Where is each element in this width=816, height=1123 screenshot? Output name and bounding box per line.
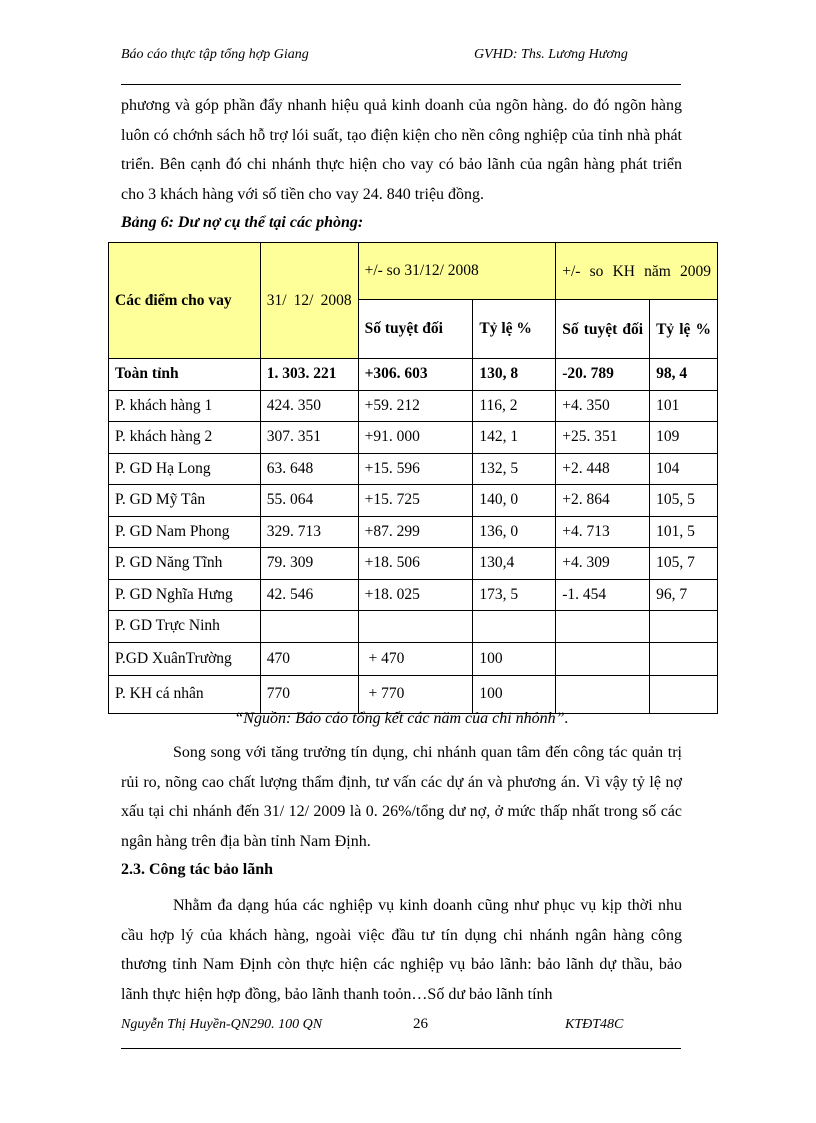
page-footer <box>121 1016 681 1056</box>
table-row <box>109 453 718 485</box>
header-left-text: Báo cáo thực tập tổng hợp Giang <box>121 47 309 62</box>
cell: 470 <box>260 642 358 675</box>
cell: 105, 5 <box>650 485 718 517</box>
footer-class-code: KTĐT48C <box>565 1017 624 1032</box>
cell: +87. 299 <box>358 516 473 548</box>
cell: +4. 350 <box>556 390 650 422</box>
cell: +4. 309 <box>556 548 650 580</box>
cell: 1. 303. 221 <box>260 359 358 391</box>
cell: 132, 5 <box>473 453 556 485</box>
cell: 329. 713 <box>260 516 358 548</box>
table-source-note: “Nguồn: Báo cáo tổng kết các năm của chi nhỏnh”. <box>234 710 569 727</box>
cell: +59. 212 <box>358 390 473 422</box>
header-right-text: GVHD: Ths. Lương Hương <box>474 47 628 62</box>
cell: P. GD Nam Phong <box>109 516 261 548</box>
cell: P. khách hàng 2 <box>109 422 261 454</box>
body-paragraph-3: Nhằm đa dạng húa các nghiệp vụ kinh doanh cũng như phục vụ kịp thời nhu cầu hợp lý của khách hàng, ngoài việc đầu tư tín dụng chi nhánh ngân hàng công thương tỉnh Nam Định còn thực hiện các nghiệp vụ bảo lãnh: bảo lãnh dự thầu, bảo lãnh thực hiện hợp đồng, bảo lãnh thanh toỏn…Số dư bảo lãnh tính <box>121 897 682 1003</box>
cell <box>473 611 556 643</box>
cell: P. GD Mỹ Tân <box>109 485 261 517</box>
cell: 130,4 <box>473 548 556 580</box>
cell: P. GD Nghĩa Hưng <box>109 579 261 611</box>
body-paragraph-1: phương và góp phần đẩy nhanh hiệu quả kinh doanh của ngõn hàng. do đó ngõn hàng luôn có chớnh sách hỗ trợ lói suất, tạo điện kiện cho nền công nghiệp của tỉnh nhà phát triển. Bên cạnh đó chi nhánh thực hiện cho vay có bảo lãnh của ngân hàng phát triển cho 3 khách hàng với số tiền cho vay 24. 840 triệu đồng. <box>121 97 682 203</box>
cell: 42. 546 <box>260 579 358 611</box>
cell: 104 <box>650 453 718 485</box>
header-ratio: Tỷ lệ % <box>473 300 556 359</box>
table-row <box>109 359 718 391</box>
table-row <box>109 516 718 548</box>
header-ratio-2: Tỷ lệ % <box>650 300 718 359</box>
table-header-row <box>109 243 718 300</box>
cell: 79. 309 <box>260 548 358 580</box>
cell: 173, 5 <box>473 579 556 611</box>
cell: +91. 000 <box>358 422 473 454</box>
cell: +25. 351 <box>556 422 650 454</box>
cell: +2. 448 <box>556 453 650 485</box>
table-row <box>109 390 718 422</box>
cell <box>556 642 650 675</box>
cell: 140, 0 <box>473 485 556 517</box>
cell: +306. 603 <box>358 359 473 391</box>
cell: 770 <box>260 675 358 713</box>
cell <box>556 611 650 643</box>
table-row <box>109 611 718 643</box>
cell: 142, 1 <box>473 422 556 454</box>
page-header <box>121 46 681 94</box>
cell: + 470 <box>358 642 473 675</box>
cell: 55. 064 <box>260 485 358 517</box>
cell: P. GD Hạ Long <box>109 453 261 485</box>
cell: P. KH cá nhân <box>109 675 261 713</box>
cell: 101, 5 <box>650 516 718 548</box>
cell: -20. 789 <box>556 359 650 391</box>
cell: +15. 725 <box>358 485 473 517</box>
cell: 98, 4 <box>650 359 718 391</box>
cell: 105, 7 <box>650 548 718 580</box>
cell <box>260 611 358 643</box>
table-row <box>109 675 718 713</box>
cell: +4. 713 <box>556 516 650 548</box>
cell: 100 <box>473 675 556 713</box>
table-row <box>109 485 718 517</box>
header-absolute-2: Số tuyệt đối <box>556 300 650 359</box>
debt-table <box>108 242 718 714</box>
cell: 307. 351 <box>260 422 358 454</box>
header-location: Các điểm cho vay <box>109 243 261 359</box>
section-heading: 2.3. Công tác bảo lãnh <box>121 861 274 878</box>
footer-divider <box>121 1048 681 1049</box>
cell: +18. 506 <box>358 548 473 580</box>
header-date: 31/ 12/ 2008 <box>260 243 358 359</box>
cell: P.GD XuânTrường <box>109 642 261 675</box>
cell <box>650 642 718 675</box>
header-divider <box>121 84 681 85</box>
cell: +2. 864 <box>556 485 650 517</box>
cell: 136, 0 <box>473 516 556 548</box>
cell: 96, 7 <box>650 579 718 611</box>
cell: 130, 8 <box>473 359 556 391</box>
cell: P. GD Năng Tĩnh <box>109 548 261 580</box>
cell <box>650 675 718 713</box>
cell <box>358 611 473 643</box>
table-row <box>109 422 718 454</box>
cell: + 770 <box>358 675 473 713</box>
cell: 116, 2 <box>473 390 556 422</box>
cell <box>650 611 718 643</box>
cell: Toàn tỉnh <box>109 359 261 391</box>
header-absolute: Số tuyệt đối <box>358 300 473 359</box>
cell: +15. 596 <box>358 453 473 485</box>
header-vs-2008: +/- so 31/12/ 2008 <box>358 243 556 300</box>
body-paragraph-2: Song song với tăng trưởng tín dụng, chi nhánh quan tâm đến công tác quản trị rủi ro, nõng cao chất lượng thẩm định, tư vấn các dự án và phương án. Vì vậy tỷ lệ nợ xấu tại chi nhánh đến 31/ 12/ 2009 là 0. 26%/tổng dư nợ, ở mức thấp nhất trong số các ngân hàng trên địa bàn tỉnh Nam Định. <box>121 744 682 850</box>
cell: 63. 648 <box>260 453 358 485</box>
table-row <box>109 548 718 580</box>
cell: +18. 025 <box>358 579 473 611</box>
table-caption: Bảng 6: Dư nợ cụ thể tại các phòng: <box>121 214 364 231</box>
page-number: 26 <box>413 1016 428 1032</box>
cell: 424. 350 <box>260 390 358 422</box>
footer-author: Nguyễn Thị Huyền-QN290. 100 QN <box>121 1017 323 1032</box>
table-row <box>109 579 718 611</box>
cell: -1. 454 <box>556 579 650 611</box>
cell: P. GD Trực Ninh <box>109 611 261 643</box>
cell: 109 <box>650 422 718 454</box>
cell: 100 <box>473 642 556 675</box>
cell <box>556 675 650 713</box>
cell: 101 <box>650 390 718 422</box>
cell: P. khách hàng 1 <box>109 390 261 422</box>
table-row <box>109 642 718 675</box>
header-vs-plan: +/- so KH năm 2009 <box>556 243 718 300</box>
